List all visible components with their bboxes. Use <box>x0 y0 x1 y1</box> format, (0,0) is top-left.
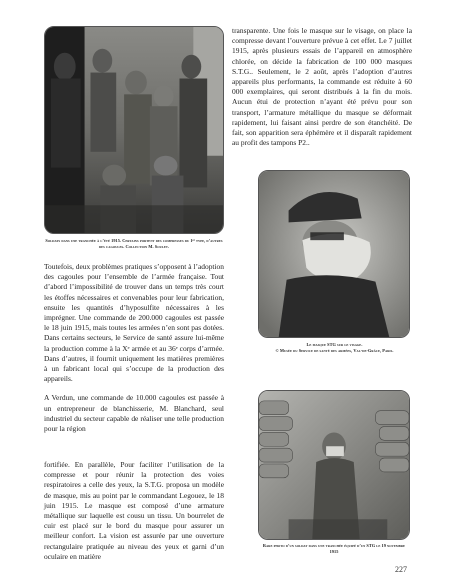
photo-soldier-stg-trench <box>258 390 410 540</box>
paragraph: A Verdun, une commande de 10.000 cagoules est passée à un entrepreneur de blanchisserie, M. Blanchard, seul industriel du secteur capable de réaliser une telle production pour la région <box>44 393 224 434</box>
paragraph: transparente. Une fois le masque sur le visage, on place la compresse devant l’ouverture prévue à cet effet. Le 7 juillet 1915, après plusieurs essais de l’appareil en atmosphère chlorée, on décide la fabrication de 100 000 masques S.T.G.. Seulement, le 2 août, après l’adoption d’autres appareils plus performants, la commande est réduite à 60 000 exemplaires, qui seront distribués à la fin du mois. Aucun étui de protection n’ayant été prévu pour son transport, l’armature métallique du masque se déformait rapidement, lui faisant ainsi perdre de son étanchéité. De fait, son apparition sera éphémère et il disparaît rapidement au profit des tampons P2.. <box>232 26 412 148</box>
photo2-caption-title: Le masque STG sur le visage. <box>306 342 363 347</box>
photo2-caption-credit: © Musée du Service de santé des armées, Val-de-Grâce, Paris. <box>275 348 394 353</box>
text-column-left-middle <box>44 262 224 434</box>
photo-soldiers-trench <box>44 26 224 234</box>
photo3-caption: Rare photo d’un soldat dans une tranchée équipé d’un STG le 19 novembre 1915 <box>262 543 406 554</box>
photo-stg-mask <box>258 170 410 338</box>
text-column-right-top <box>232 26 412 148</box>
text-column-left-bottom <box>44 460 224 562</box>
photo1-caption: Soldats dans une tranchée à l’été 1915. Certains portent des compresses du 1ᵉʳ type, d’autres des cagoules. Collection M. Soulet. <box>45 238 223 249</box>
page-number: 227 <box>395 565 407 574</box>
paragraph: fortifiée. En parallèle, Pour faciliter l’utilisation de la compresse et pour réunir la protection des voies respiratoires a celle des yeux, la S.T.G. proposa un modèle de masque, mis au point par le commandant Legouez, le 18 juin 1915. Le masque est composé d’une armature métallique sur laquelle est cousu un tissu. Un bourrelet de cuir est placé sur le bord du masque pour assurer un meilleur confort. La vision est assurée par une ouverture rectangulaire pratiquée au niveau des yeux et garni d’un oculaire en matière <box>44 460 224 561</box>
photo2-caption <box>252 342 417 354</box>
paragraph: Toutefois, deux problèmes pratiques s’opposent à l’adoption des cagoules pour l’ensemble de l’armée française. Tout d’abord l’impossibilité de trouver dans un temps très court les étoffes nécessaires et convenables pour leur fabrication, ensuite les quantités d’hyposulfite nécessaires à les imprégner. Une commande de 200.000 cagoules est passée le 18 juin 1915, mais toutes les armées n’en sont pas dotées. Dans certains secteurs, le Service de santé assure lui-même la production comme à la Xᵉ armée et au 36ᵉ corps d’armée. Dans d’autres, il fournit uniquement les matières premières à un fabricant local qui s’occupe de la production des appareils. <box>44 262 224 384</box>
